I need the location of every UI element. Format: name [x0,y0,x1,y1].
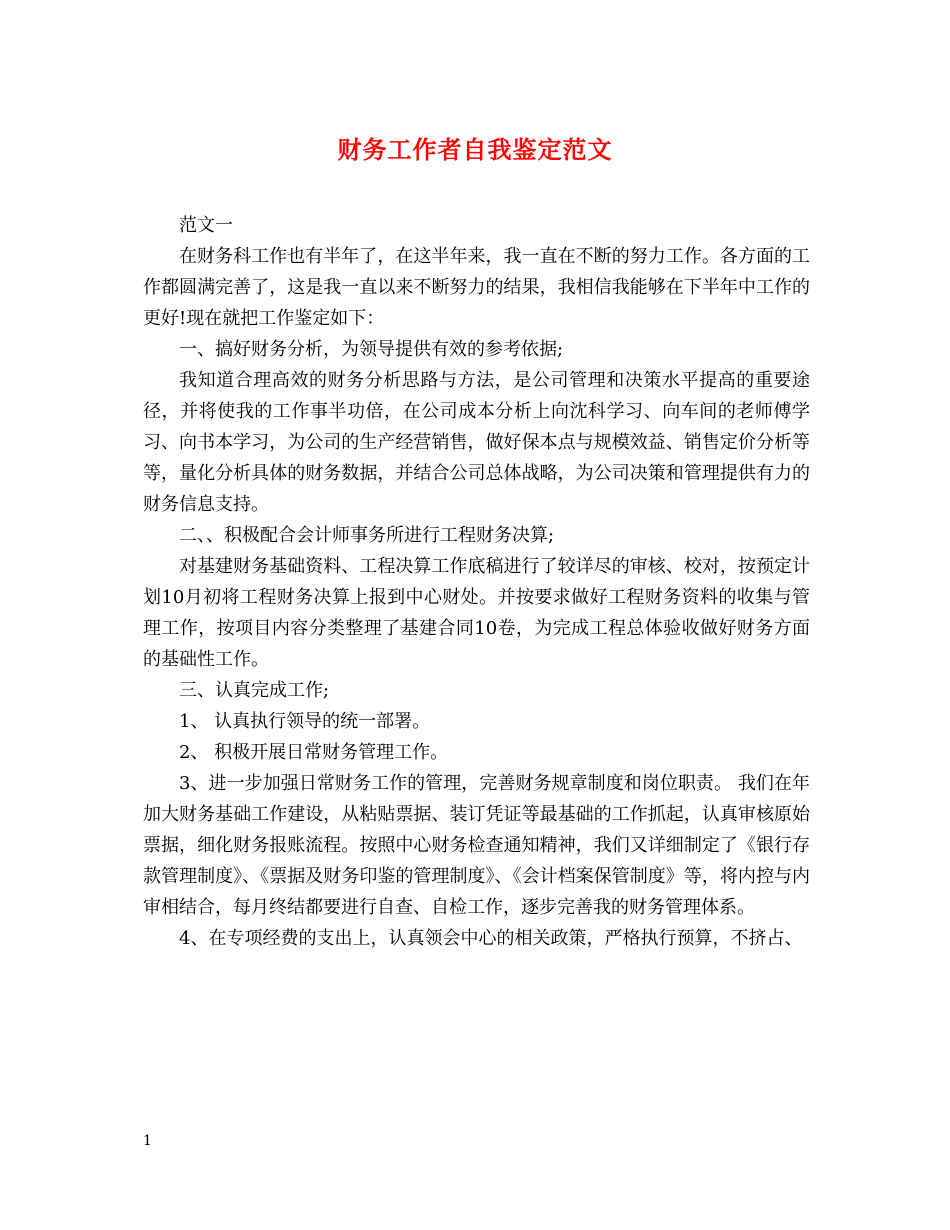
paragraph-section-two-body: 对基建财务基础资料、工程决算工作底稿进行了较详尽的审核、校对，按预定计划10月初将工程财务决算上报到中心财处。并按要求做好工程财务资料的收集与管理工作，按项目内容分类整理了基建合同10卷，为完成工程总体验收做好财务方面的基础性工作。 [143,556,810,670]
list-item-3: 3、进一步加强日常财务工作的管理，完善财务规章制度和岗位职责。 我们在年加大财务基础工作建设，从粘贴票据、装订凭证等最基础的工作抓起，认真审核原始票据，细化财务报账流程。按照中心财务检查通知精神，我们又详细制定了《银行存款管理制度》、《票据及财务印鉴的管理制度》、《会计档案保管制度》等，将内控与内审相结合，每月终结都要进行自查、自检工作，逐步完善我的财务管理体系。 [143,773,810,918]
list-item-2: 2、 积极开展日常财务管理工作。 [179,742,449,763]
document-body [143,210,810,954]
paragraph-intro: 在财务科工作也有半年了，在这半年来，我一直在不断的努力工作。各方面的工作都圆满完善了，这是我一直以来不断努力的结果，我相信我能够在下半年中工作的更好!现在就把工作鉴定如下： [143,246,810,329]
paragraph-section-one-heading: 一、搞好财务分析，为领导提供有效的参考依据; [179,339,564,360]
page-number: 1 [143,1133,152,1149]
list-item-4: 4、在专项经费的支出上，认真领会中心的相关政策，严格执行预算，不挤占、 [179,928,803,949]
paragraph-section-one-body: 我知道合理高效的财务分析思路与方法，是公司管理和决策水平提高的重要途径，并将使我的工作事半功倍，在公司成本分析上向沈科学习、向车间的老师傅学习、向书本学习，为公司的生产经营销售，做好保本点与规模效益、销售定价分析等等，量化分析具体的财务数据，并结合公司总体战略，为公司决策和管理提供有力的财务信息支持。 [143,370,810,515]
paragraph-section-three-heading: 三、认真完成工作; [179,680,330,701]
list-item-1: 1、 认真执行领导的统一部署。 [179,711,431,732]
page-title: 财务工作者自我鉴定范文 [337,135,613,164]
paragraph-section-two-heading: 二、、积极配合会计师事务所进行工程财务决算; [179,525,555,546]
paragraph-heading-sample-one: 范文一 [179,215,233,236]
